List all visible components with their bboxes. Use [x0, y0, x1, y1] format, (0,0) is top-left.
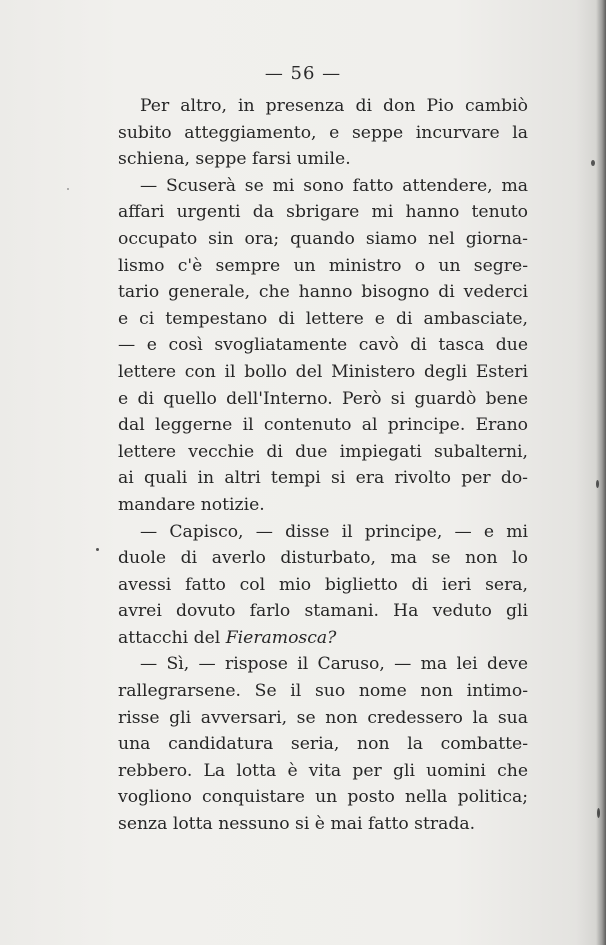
italic-title: Fieramosca? — [225, 627, 337, 648]
text-line-12: e di quello dell'Interno. Però si guardò bene — [118, 388, 528, 409]
page-edge-shadow — [596, 0, 606, 945]
text-line-26: rebbero. La lotta è vita per gli uomini che — [118, 760, 528, 781]
text-line-1: Per altro, in presenza di don Pio cambiò — [140, 96, 528, 116]
text-line-25: una candidatura seria, non la combatte- — [118, 734, 528, 755]
text-line-10: — e così svogliatamente cavò di tasca due — [118, 335, 528, 356]
text-line-16: mandare notizie. — [118, 494, 265, 515]
text-line-28: senza lotta nessuno si è mai fatto strada. — [118, 814, 476, 835]
text-line-17: — Capisco, — disse il principe, — e mi — [140, 521, 528, 542]
text-line-24: risse gli avversari, se non credessero la sua — [118, 707, 528, 728]
text-line-9: e ci tempestano di lettere e di ambasciate, — [118, 308, 528, 329]
text-line-6: occupato sin ora; quando siamo nel giorna- — [118, 228, 528, 249]
body-text — [118, 93, 528, 838]
text-line-19: avessi fatto col mio biglietto di ieri sera, — [118, 574, 528, 595]
text-line-2: subito atteggiamento, e seppe incurvare la — [118, 122, 528, 143]
text-line-4: — Scuserà se mi sono fatto attendere, ma — [140, 175, 528, 196]
text-line-21 — [118, 625, 528, 652]
text-line-13: dal leggerne il contenuto al principe. Erano — [118, 415, 528, 436]
paper-speck — [67, 188, 69, 190]
page-number: — 56 — — [264, 63, 342, 84]
text-line-22: — Sì, — rispose il Caruso, — ma lei deve — [140, 654, 528, 675]
text-line-23: rallegrarsene. Se il suo nome non intimo- — [118, 681, 528, 702]
text-line-21-start: attacchi del — [118, 627, 226, 648]
text-line-18: duole di averlo disturbato, ma se non lo — [118, 548, 528, 569]
text-line-20: avrei dovuto farlo stamani. Ha veduto gli — [118, 601, 528, 622]
text-line-14: lettere vecchie di due impiegati subalterni, — [118, 441, 528, 462]
text-line-11: lettere con il bollo del Ministero degli Esteri — [118, 361, 528, 382]
text-line-8: tario generale, che hanno bisogno di vederci — [118, 282, 528, 303]
text-line-27: vogliono conquistare un posto nella politica; — [118, 787, 528, 808]
text-line-7: lismo c'è sempre un ministro o un segre- — [118, 255, 528, 276]
text-line-5: affari urgenti da sbrigare mi hanno tenuto — [118, 202, 528, 223]
paper-speck — [96, 548, 99, 551]
text-line-3: schiena, seppe farsi umile. — [118, 149, 351, 170]
paper-speck — [591, 160, 595, 166]
text-line-15: ai quali in altri tempi si era rivolto per do- — [118, 468, 528, 489]
